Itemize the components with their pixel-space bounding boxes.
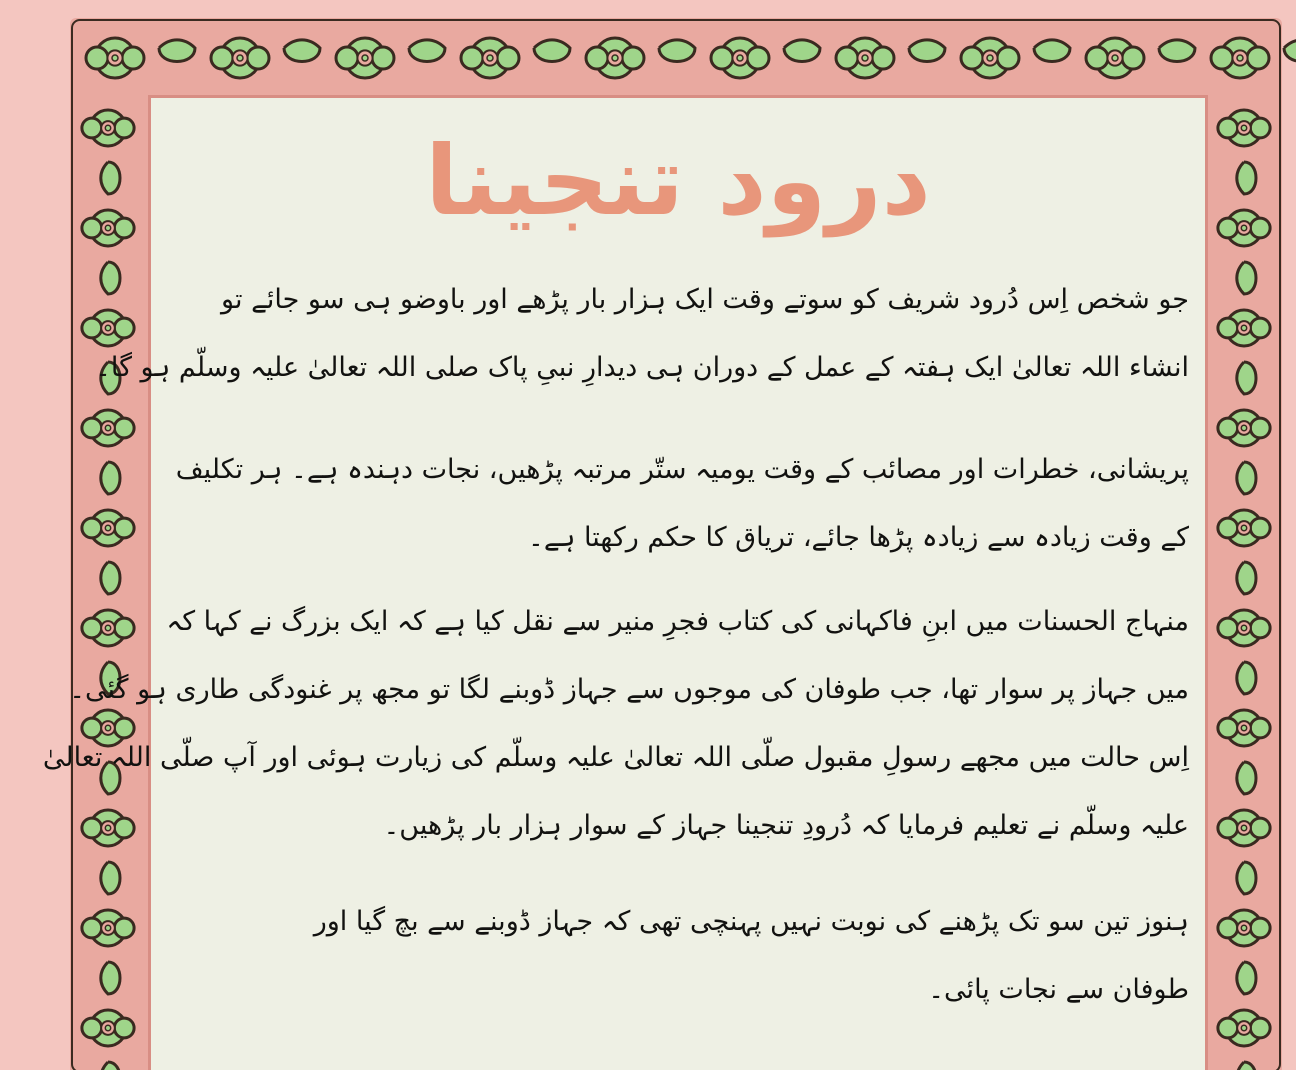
ornament-dot — [612, 55, 618, 61]
ornament-dot — [105, 325, 110, 330]
ornament-lobe — [114, 918, 134, 938]
ornament-lobe — [1250, 318, 1270, 338]
page-title: درود تنجینا — [425, 125, 931, 237]
ornament-dot — [1241, 1025, 1246, 1030]
ornament-lobe — [1218, 118, 1238, 138]
ornament-dot — [1241, 325, 1246, 330]
ornament-lobe — [747, 47, 769, 69]
ornament-lobe — [836, 47, 858, 69]
ornament-lobe — [1218, 418, 1238, 438]
ornament-lobe — [211, 47, 233, 69]
text-line: منہاج الحسنات میں ابنِ فاکہانی کی کتاب فجرِ منیر سے نقل کیا ہے کہ ایک بزرگ نے کہا کہ — [166, 606, 1189, 637]
ornament-lobe — [82, 418, 102, 438]
ornament-dot — [987, 55, 993, 61]
text-line: طوفان سے نجات پائی۔ — [928, 974, 1189, 1005]
ornament-swirl — [101, 462, 120, 494]
ornament-dot — [237, 55, 243, 61]
ornament-swirl — [1237, 862, 1256, 894]
ornament-lobe — [1218, 818, 1238, 838]
ornament-lobe — [1250, 418, 1270, 438]
ornament-lobe — [247, 47, 269, 69]
ornament-dot — [1237, 55, 1243, 61]
ornament-lobe — [114, 418, 134, 438]
ornament-lobe — [1218, 318, 1238, 338]
ornament-dot — [862, 55, 868, 61]
ornament-lobe — [336, 47, 358, 69]
ornament-lobe — [1122, 47, 1144, 69]
ornament-lobe — [622, 47, 644, 69]
ornament-swirl — [101, 162, 120, 194]
ornament-lobe — [82, 218, 102, 238]
ornament-dot — [105, 925, 110, 930]
ornament-dot — [1241, 525, 1246, 530]
ornament-lobe — [497, 47, 519, 69]
ornament-lobe — [1250, 918, 1270, 938]
ornament-dot — [1241, 125, 1246, 130]
ornament-lobe — [82, 818, 102, 838]
ornament-dot — [487, 55, 493, 61]
ornament-dot — [105, 125, 110, 130]
ornament-lobe — [872, 47, 894, 69]
ornament-dot — [105, 625, 110, 630]
text-line: انشاء اللہ تعالیٰ ایک ہفتہ کے عمل کے دوران ہی دیدارِ نبیِ پاک صلی اللہ تعالیٰ علیہ وسلّم ہو گا۔ — [95, 352, 1189, 383]
ornament-lobe — [997, 47, 1019, 69]
ornament-lobe — [1250, 218, 1270, 238]
ornament-dot — [105, 1025, 110, 1030]
ornament-swirl — [1237, 462, 1256, 494]
ornament-swirl — [409, 40, 445, 62]
ornament-dot — [737, 55, 743, 61]
text-line: علیہ وسلّم نے تعلیم فرمایا کہ دُرودِ تنجینا جہاز کے سوار ہزار بار پڑھیں۔ — [383, 810, 1189, 841]
text-line: ہنوز تین سو تک پڑھنے کی نوبت نہیں پہنچی تھی کہ جہاز ڈوبنے سے بچ گیا اور — [313, 906, 1189, 937]
ornament-lobe — [82, 918, 102, 938]
ornament-dot — [112, 55, 118, 61]
ornament-swirl — [784, 40, 820, 62]
ornament-swirl — [1284, 40, 1296, 62]
ornament-dot — [1112, 55, 1118, 61]
ornament-lobe — [1250, 618, 1270, 638]
text-line: میں جہاز پر سوار تھا، جب طوفان کی موجوں سے جہاز ڈوبنے لگا تو مجھ پر غنودگی طاری ہو گئی۔ — [69, 674, 1189, 705]
ornament-swirl — [1237, 962, 1256, 994]
ornament-dot — [105, 225, 110, 230]
ornament-lobe — [82, 1018, 102, 1038]
ornament-lobe — [1218, 918, 1238, 938]
ornament-lobe — [1218, 218, 1238, 238]
ornament-lobe — [114, 518, 134, 538]
ornament-swirl — [659, 40, 695, 62]
text-line: کے وقت زیادہ سے زیادہ پڑھا جائے، تریاق کا حکم رکھتا ہے۔ — [528, 522, 1189, 553]
ornament-dot — [362, 55, 368, 61]
ornament-lobe — [372, 47, 394, 69]
ornament-lobe — [82, 518, 102, 538]
ornament-lobe — [1250, 518, 1270, 538]
ornament-dot — [1241, 425, 1246, 430]
ornament-lobe — [1250, 718, 1270, 738]
ornament-lobe — [1250, 818, 1270, 838]
ornament-lobe — [82, 618, 102, 638]
ornament-dot — [1241, 925, 1246, 930]
ornament-lobe — [1250, 118, 1270, 138]
ornament-dot — [1241, 825, 1246, 830]
paragraph-4 — [161, 888, 1189, 1024]
ornament-swirl — [1237, 262, 1256, 294]
ornament-swirl — [1237, 362, 1256, 394]
ornament-lobe — [586, 47, 608, 69]
ornament-swirl — [1237, 562, 1256, 594]
ornament-lobe — [114, 818, 134, 838]
ornament-lobe — [114, 118, 134, 138]
ornament-lobe — [461, 47, 483, 69]
ornament-swirl — [534, 40, 570, 62]
ornament-lobe — [86, 47, 108, 69]
ornament-swirl — [101, 962, 120, 994]
paragraph-2 — [161, 436, 1189, 572]
ornament-swirl — [1159, 40, 1195, 62]
ornament-lobe — [1247, 47, 1269, 69]
ornament-dot — [105, 425, 110, 430]
ornament-lobe — [1218, 718, 1238, 738]
ornament-swirl — [159, 40, 195, 62]
ornament-lobe — [122, 47, 144, 69]
text-line: جو شخص اِس دُرود شریف کو سوتے وقت ایک ہزار بار پڑھے اور باوضو ہی سو جائے تو — [221, 284, 1189, 315]
ornament-dot — [1241, 625, 1246, 630]
ornament-swirl — [101, 562, 120, 594]
text-line: پریشانی، خطرات اور مصائب کے وقت یومیہ ستّر مرتبہ پڑھیں، نجات دہندہ ہے۔ ہر تکلیف — [175, 454, 1189, 485]
ornament-dot — [1241, 725, 1246, 730]
ornament-lobe — [1250, 1018, 1270, 1038]
ornament-lobe — [1218, 518, 1238, 538]
content-panel — [42, 95, 1208, 1070]
text-line: اِس حالت میں مجھے رسولِ مقبول صلّی اللہ تعالیٰ علیہ وسلّم کی زیارت ہوئی اور آپ صلّی اللہ تعالیٰ — [42, 742, 1189, 773]
ornament-lobe — [82, 118, 102, 138]
ornament-lobe — [1218, 618, 1238, 638]
ornament-swirl — [1237, 162, 1256, 194]
ornament-lobe — [114, 1018, 134, 1038]
paragraph-1 — [95, 266, 1189, 402]
ornament-swirl — [909, 40, 945, 62]
ornament-dot — [105, 525, 110, 530]
ornament-lobe — [1218, 1018, 1238, 1038]
ornament-lobe — [1211, 47, 1233, 69]
ornament-swirl — [101, 862, 120, 894]
ornament-swirl — [1237, 662, 1256, 694]
ornament-lobe — [961, 47, 983, 69]
ornament-swirl — [101, 262, 120, 294]
ornament-swirl — [1237, 762, 1256, 794]
ornament-lobe — [114, 618, 134, 638]
ornament-lobe — [114, 218, 134, 238]
ornament-swirl — [284, 40, 320, 62]
ornament-swirl — [1034, 40, 1070, 62]
ornament-dot — [1241, 225, 1246, 230]
ornament-dot — [105, 825, 110, 830]
paragraph-3 — [42, 588, 1189, 860]
ornament-lobe — [1086, 47, 1108, 69]
ornament-lobe — [711, 47, 733, 69]
